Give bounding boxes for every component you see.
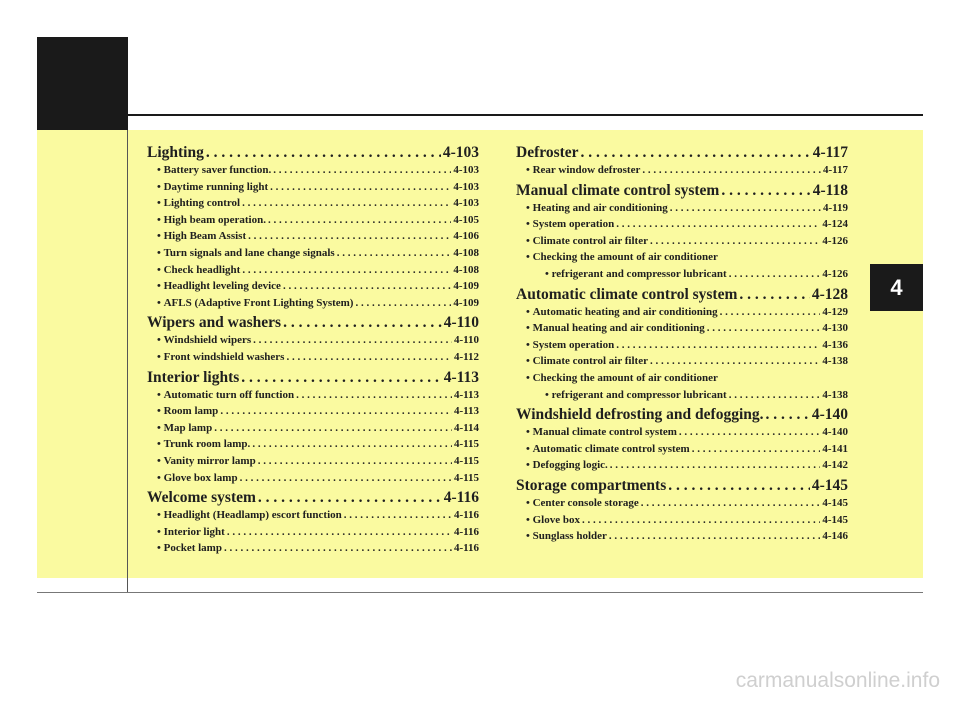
toc-item-page: 4-114	[453, 421, 479, 434]
toc-item[interactable]	[147, 387, 479, 404]
toc-item-page: 4-115	[453, 454, 479, 467]
dot-leader	[721, 181, 810, 200]
toc-section-page: 4-128	[811, 285, 848, 303]
toc-item-page: 4-113	[453, 405, 479, 418]
toc-item[interactable]	[516, 457, 848, 474]
toc-item-label: • Checking the amount of air conditioner	[526, 249, 718, 266]
toc-item[interactable]	[147, 524, 479, 541]
toc-item[interactable]	[147, 470, 479, 487]
toc-item[interactable]	[516, 200, 848, 217]
toc-section[interactable]	[516, 405, 848, 424]
dot-leader	[616, 216, 820, 233]
dot-leader	[650, 353, 820, 370]
toc-section-label: Welcome system	[147, 489, 256, 507]
toc-item[interactable]	[147, 195, 479, 212]
toc-item-label: • Front windshield washers	[157, 349, 284, 366]
toc-item-label: • Center console storage	[526, 495, 639, 512]
header-rule	[128, 114, 923, 116]
toc-item-label: • Headlight leveling device	[157, 278, 281, 295]
dot-leader	[720, 304, 821, 321]
toc-item[interactable]	[516, 424, 848, 441]
toc-item-page: 4-117	[822, 164, 848, 176]
toc-item-page: 4-145	[822, 496, 848, 509]
toc-item-label: • Check headlight	[157, 262, 240, 279]
toc-item[interactable]	[147, 332, 479, 349]
dot-leader	[224, 540, 452, 557]
toc-item-page: 4-130	[822, 322, 848, 335]
toc-section-page: 4-145	[811, 476, 848, 494]
toc-item[interactable]	[147, 295, 479, 312]
toc-item-page: 4-115	[453, 438, 479, 451]
toc-item-page: 4-142	[822, 459, 848, 472]
dot-leader	[268, 212, 451, 229]
toc-section-page: 4-116	[443, 489, 479, 507]
dot-leader	[650, 233, 820, 250]
dot-leader	[581, 143, 811, 162]
toc-item[interactable]	[516, 320, 848, 337]
dot-leader	[739, 285, 809, 304]
toc-item-label: • Pocket lamp	[157, 540, 222, 557]
dot-leader	[273, 162, 451, 179]
toc-item-page: 4-116	[453, 509, 479, 522]
toc-section-label: Automatic climate control system	[516, 285, 738, 303]
toc-item-label: • AFLS (Adaptive Front Lighting System)	[157, 295, 353, 312]
toc-item[interactable]	[147, 179, 479, 196]
toc-item-label: • Defogging logic.	[526, 457, 608, 474]
toc-item-continued-label: • refrigerant and compressor lubricant	[545, 387, 727, 404]
dot-leader	[253, 332, 452, 349]
toc-item-label: • Turn signals and lane change signals	[157, 245, 335, 262]
toc-item[interactable]	[147, 162, 479, 179]
dot-leader	[241, 368, 441, 387]
toc-section-page: 4-103	[442, 144, 479, 161]
dot-leader	[248, 228, 451, 245]
toc-section-label: Defroster	[516, 144, 579, 161]
toc-item[interactable]	[516, 353, 848, 370]
toc-item[interactable]	[147, 420, 479, 437]
toc-item-page: 4-113	[453, 388, 479, 401]
dot-leader	[729, 266, 821, 283]
dot-leader	[707, 320, 821, 337]
toc-item-label: • Vanity mirror lamp	[157, 453, 256, 470]
toc-item-page: 4-126	[822, 234, 848, 247]
toc-item-page: 4-138	[822, 355, 848, 368]
toc-item-page: 4-140	[822, 426, 848, 439]
toc-item-label: • Automatic turn off function	[157, 387, 294, 404]
dot-leader	[670, 200, 821, 217]
toc-section-label: Storage compartments	[516, 476, 667, 494]
toc-section-label: Interior lights	[147, 368, 240, 386]
toc-item-page: 4-146	[822, 530, 848, 543]
toc-item-page: 4-105	[453, 213, 479, 226]
dot-leader	[252, 436, 452, 453]
toc-item-label: • Automatic climate control system	[526, 441, 690, 458]
dot-leader	[296, 387, 452, 404]
toc-item-page: 4-119	[822, 201, 848, 214]
dot-leader	[242, 195, 451, 212]
toc-section-label: Wipers and washers	[147, 314, 282, 332]
toc-section-label: Windshield defrosting and defogging.	[516, 406, 764, 424]
toc-item[interactable]	[516, 304, 848, 321]
toc-item-continued-page: 4-138	[822, 388, 848, 401]
dot-leader	[258, 453, 452, 470]
toc-section[interactable]	[147, 488, 479, 507]
toc-item[interactable]	[147, 436, 479, 453]
toc-item[interactable]	[516, 370, 848, 387]
dot-leader	[227, 524, 452, 541]
toc-item[interactable]	[147, 403, 479, 420]
dot-leader	[337, 245, 452, 262]
dot-leader	[679, 424, 820, 441]
toc-item-page: 4-109	[453, 296, 479, 309]
toc-section[interactable]	[516, 476, 848, 495]
toc-item-label: • Map lamp	[157, 420, 212, 437]
toc-item-label: • Room lamp	[157, 403, 218, 420]
toc-item[interactable]	[147, 540, 479, 557]
toc-section[interactable]	[147, 143, 479, 162]
dot-leader	[283, 313, 442, 332]
dot-leader	[283, 278, 451, 295]
toc-section-label: Manual climate control system	[516, 181, 720, 199]
toc-item[interactable]	[516, 249, 848, 266]
toc-item-page: 4-115	[453, 471, 479, 484]
toc-item-page: 4-116	[453, 542, 479, 555]
toc-item[interactable]	[147, 278, 479, 295]
toc-item-page: 4-116	[453, 525, 479, 538]
toc-section-page: 4-110	[443, 314, 479, 332]
toc-item-label: • Rear window defroster	[526, 162, 640, 179]
toc-item-page: 4-145	[822, 513, 848, 526]
toc-item[interactable]	[147, 212, 479, 229]
dot-leader	[610, 457, 821, 474]
dot-leader	[582, 512, 820, 529]
toc-section-page: 4-113	[443, 368, 479, 386]
dot-leader	[616, 337, 820, 354]
toc-column-left	[147, 143, 479, 557]
dot-leader	[355, 295, 451, 312]
toc-item-page: 4-108	[453, 263, 479, 276]
toc-item[interactable]	[147, 228, 479, 245]
toc-item-continued-label: • refrigerant and compressor lubricant	[545, 266, 727, 283]
toc-item-continued-page: 4-126	[822, 267, 848, 280]
dot-leader	[270, 179, 451, 196]
toc-item-label: • Daytime running light	[157, 179, 268, 196]
toc-item-page: 4-124	[822, 218, 848, 231]
dot-leader	[220, 403, 452, 420]
toc-item-label: • Climate control air filter	[526, 353, 648, 370]
margin-rule	[127, 130, 128, 592]
toc-item[interactable]	[147, 507, 479, 524]
toc-item-label: • System operation	[526, 337, 614, 354]
dot-leader	[692, 441, 821, 458]
toc-item-page: 4-103	[453, 180, 479, 193]
toc-item-label: • Glove box lamp	[157, 470, 238, 487]
toc-item[interactable]	[516, 337, 848, 354]
toc-item-label: • Automatic heating and air conditioning	[526, 304, 718, 321]
toc-item-page: 4-103	[453, 197, 479, 210]
toc-item-label: • Lighting control	[157, 195, 240, 212]
toc-section[interactable]	[147, 368, 479, 387]
toc-item-label: • Interior light	[157, 524, 225, 541]
toc-section-label: Lighting	[147, 144, 204, 161]
toc-item-label: • Glove box	[526, 512, 580, 529]
toc-section[interactable]	[516, 143, 848, 162]
toc-item-page: 4-110	[453, 334, 479, 347]
toc-item[interactable]	[147, 262, 479, 279]
toc-section-page: 4-140	[811, 406, 848, 424]
toc-section[interactable]	[516, 181, 848, 200]
footer-rule	[37, 592, 923, 593]
toc-item-label: • High beam operation.	[157, 212, 266, 229]
toc-item[interactable]	[147, 245, 479, 262]
toc-item-page: 4-136	[822, 338, 848, 351]
toc-item[interactable]	[516, 495, 848, 512]
toc-column-right	[516, 143, 848, 545]
toc-item-label: • Trunk room lamp.	[157, 436, 250, 453]
toc-item[interactable]	[516, 512, 848, 529]
dot-leader	[258, 488, 442, 507]
toc-item[interactable]	[516, 162, 848, 179]
toc-item[interactable]	[516, 216, 848, 233]
toc-item-label: • Manual heating and air conditioning	[526, 320, 705, 337]
toc-item-page: 4-108	[453, 246, 479, 259]
dot-leader	[240, 470, 452, 487]
dot-leader	[214, 420, 452, 437]
dot-leader	[206, 143, 441, 162]
toc-item-label: • Checking the amount of air conditioner	[526, 370, 718, 387]
toc-section-page: 4-118	[812, 181, 848, 199]
dot-leader	[668, 476, 810, 495]
toc-item[interactable]	[516, 528, 848, 545]
chapter-header-block	[37, 37, 128, 130]
toc-item-continued[interactable]	[516, 266, 848, 283]
toc-item-label: • Heating and air conditioning	[526, 200, 668, 217]
toc-item-page: 4-129	[822, 305, 848, 318]
dot-leader	[286, 349, 452, 366]
chapter-tab[interactable]: 4	[870, 264, 923, 311]
toc-item[interactable]	[147, 349, 479, 366]
dot-leader	[729, 387, 821, 404]
toc-item-page: 4-103	[453, 164, 479, 176]
toc-item-label: • Windshield wipers	[157, 332, 251, 349]
toc-item-label: • Battery saver function.	[157, 162, 271, 179]
toc-item-page: 4-141	[822, 442, 848, 455]
dot-leader	[242, 262, 451, 279]
toc-item-continued[interactable]	[516, 387, 848, 404]
dot-leader	[766, 405, 810, 424]
toc-item-label: • High Beam Assist	[157, 228, 246, 245]
toc-section[interactable]	[516, 285, 848, 304]
dot-leader	[642, 162, 821, 179]
toc-item[interactable]	[516, 441, 848, 458]
toc-item[interactable]	[147, 453, 479, 470]
toc-item-page: 4-109	[453, 280, 479, 293]
toc-item-label: • Climate control air filter	[526, 233, 648, 250]
toc-item-label: • System operation	[526, 216, 614, 233]
toc-item-label: • Headlight (Headlamp) escort function	[157, 507, 342, 524]
toc-section-page: 4-117	[812, 144, 848, 161]
toc-item-page: 4-106	[453, 230, 479, 243]
dot-leader	[641, 495, 821, 512]
dot-leader	[344, 507, 452, 524]
toc-item[interactable]	[516, 233, 848, 250]
dot-leader	[609, 528, 820, 545]
toc-item-label: • Sunglass holder	[526, 528, 607, 545]
toc-section[interactable]	[147, 313, 479, 332]
toc-item-page: 4-112	[453, 350, 479, 363]
watermark: carmanualsonline.info	[735, 669, 940, 692]
toc-item-label: • Manual climate control system	[526, 424, 677, 441]
